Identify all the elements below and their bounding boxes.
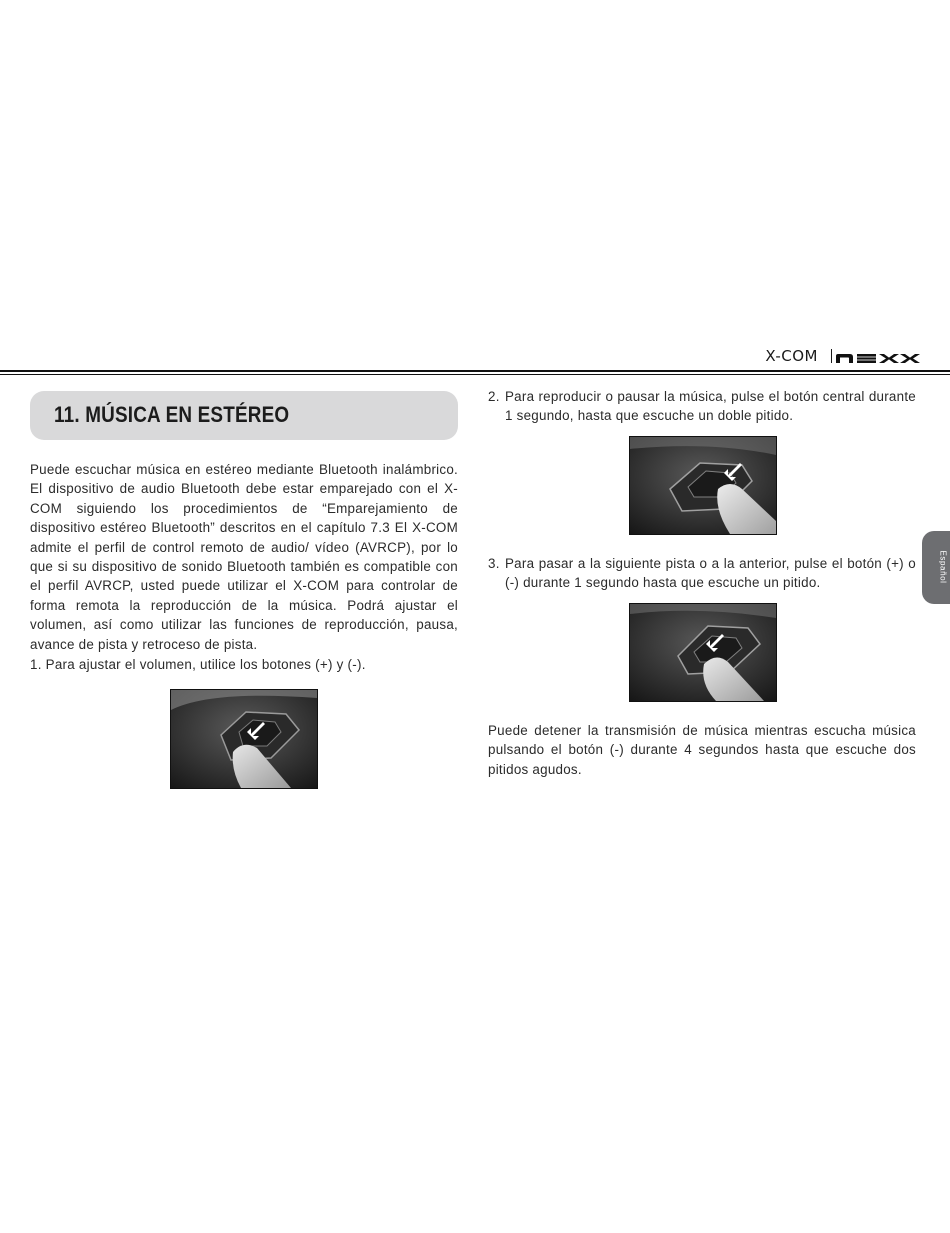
header-rule bbox=[0, 370, 950, 372]
volume-button-photo bbox=[170, 689, 318, 789]
step-1-number: 1. bbox=[30, 657, 42, 672]
step-2-text: Para reproducir o pausar la música, pulse el botón central durante 1 segundo, hasta que escuche un doble pitido. bbox=[505, 389, 916, 424]
step-3-text: Para pasar a la siguiente pista o a la anterior, pulse el botón (+) o (-) durante 1 segundo hasta que escuche un pitido. bbox=[505, 556, 916, 591]
language-tab-label: Español bbox=[938, 550, 948, 584]
track-button-photo bbox=[629, 603, 777, 702]
section-title-box bbox=[30, 391, 458, 440]
brand-separator bbox=[831, 349, 832, 363]
closing-paragraph: Puede detener la transmisión de música mientras escucha música pulsando el botón (-) durante 4 segundos hasta que escuche dos pitidos agudos. bbox=[488, 723, 916, 777]
step-1-text: Para ajustar el volumen, utilice los botones (+) y (-). bbox=[45, 657, 366, 672]
product-name: X-COM bbox=[765, 347, 818, 365]
intro-paragraph: Puede escuchar música en estéreo mediante Bluetooth inalámbrico. El dispositivo de audio Bluetooth debe estar emparejado con el X-COM siguiendo los procedimientos de “Emparejamiento de dispositivo estéreo Bluetooth” descritos en el capítulo 7.3 El X-COM admite el perfil de control remoto de audio/ vídeo (AVRCP), por lo que si su dispositivo de sonido Bluetooth también es compatible con el perfil AVRCP, usted puede utilizar el X-COM para controlar de forma remota la reproducción de la música. Podrá ajustar el volumen, así como utilizar las funciones de reproducción, pausa, avance de pista y retroceso de pista. bbox=[30, 462, 458, 652]
step-2-number: 2. bbox=[488, 389, 500, 404]
step-1 bbox=[30, 655, 458, 674]
section-title: 11. MÚSICA EN ESTÉREO bbox=[54, 402, 290, 427]
center-button-photo bbox=[629, 436, 777, 535]
step-3-number: 3. bbox=[488, 556, 500, 571]
page-header bbox=[0, 340, 950, 376]
header-rule-thin bbox=[0, 374, 950, 375]
nexx-logo-icon bbox=[836, 351, 922, 369]
step-3 bbox=[488, 554, 916, 593]
language-side-tab bbox=[922, 531, 950, 604]
step-2 bbox=[488, 387, 916, 426]
